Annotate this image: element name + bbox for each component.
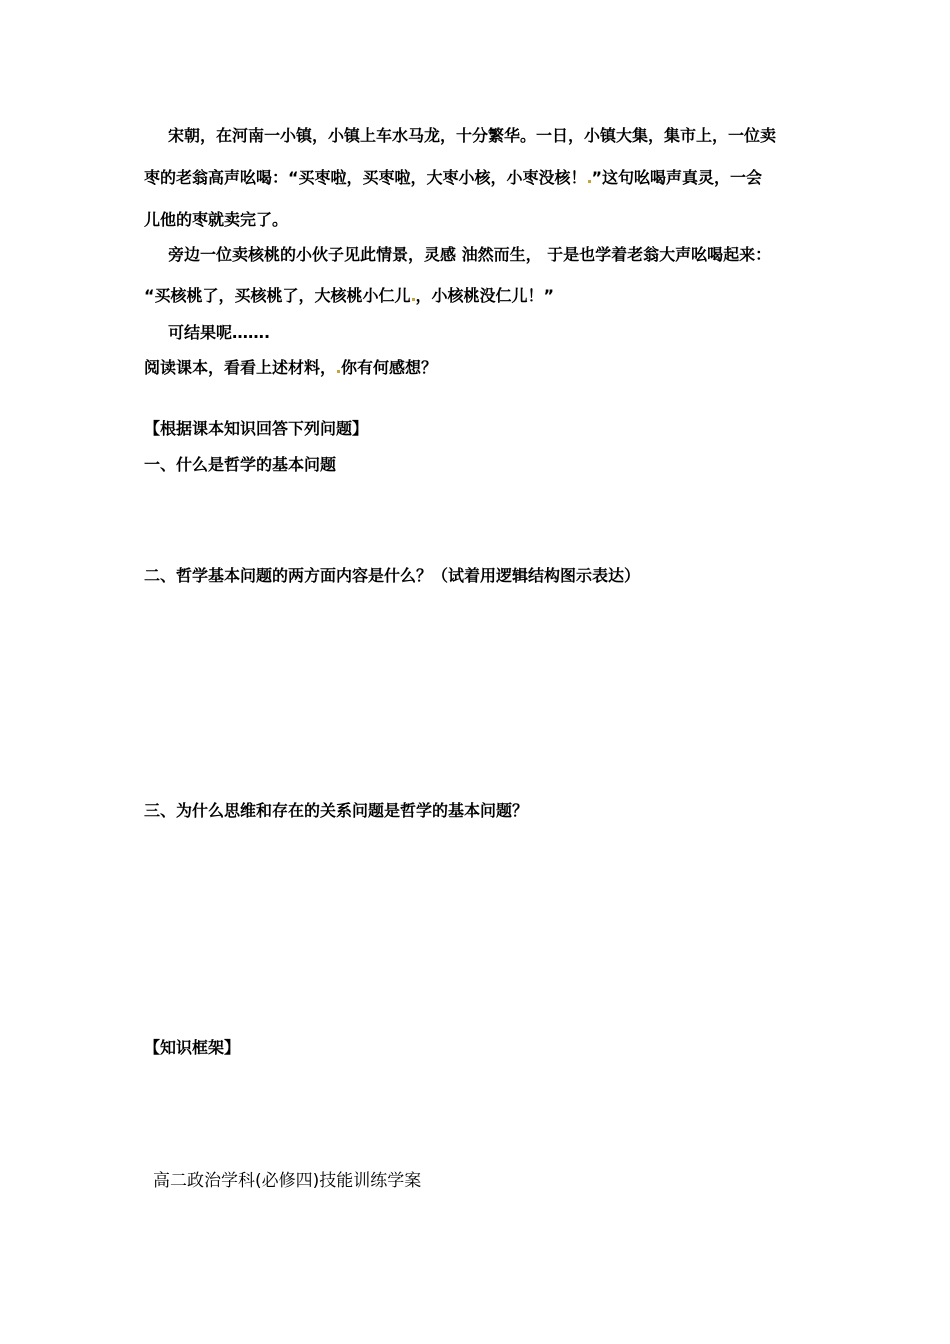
marker-dot [412,298,415,301]
story-paragraph-1-line-1: 宋朝，在河南一小镇，小镇上车水马龙，十分繁华。一日，小镇大集，集市上，一位卖 [168,126,777,145]
story-paragraph-1-line-3: 儿他的枣就卖完了。 [144,210,289,229]
question-intro [144,357,437,379]
question-2: 二、哲学基本问题的两方面内容是什么？（试着用逻辑结构图示表达） [144,566,641,585]
marker-dot [588,180,591,183]
story-text: ，小核桃没仁儿！” [415,286,555,305]
story-text: 枣的老翁高声吆喝：“买枣啦，买枣啦，大枣小核，小枣没核！ [144,168,587,187]
question-1: 一、什么是哲学的基本问题 [144,455,337,474]
story-paragraph-2-line-1: 旁边一位卖核桃的小伙子见此情景，灵感 油然而生， 于是也学着老翁大声吆喝起来： [168,245,772,264]
section-heading: 【根据课本知识回答下列问题】 [144,419,369,438]
story-paragraph-3: 可结果呢……. [168,323,271,342]
question-3: 三、为什么思维和存在的关系问题是哲学的基本问题？ [144,801,529,820]
story-text: ”这句吆喝声真灵，一会 [591,168,763,187]
story-paragraph-2-line-2 [144,285,554,307]
marker-dot [337,370,340,373]
framework-heading: 【知识框架】 [144,1038,241,1057]
question-intro-text: 阅读课本，看看上述材料， [144,358,337,377]
story-paragraph-1-line-2 [144,167,762,189]
question-intro-text: 你有何感想？ [341,358,438,377]
story-text: “买核桃了，买核桃了，大核桃小仁儿 [144,286,411,305]
footer-title: 高二政治学科(必修四)技能训练学案 [153,1171,422,1191]
